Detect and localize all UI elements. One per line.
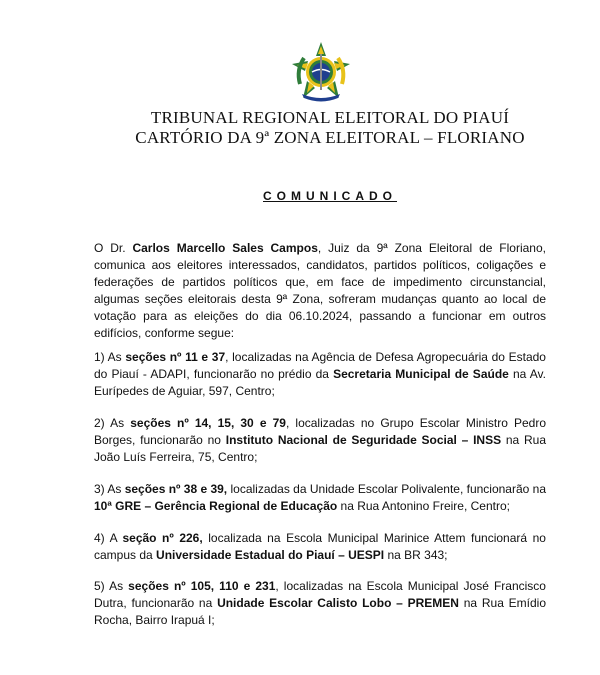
list-item: 5) As seções nº 105, 110 e 231, localizadas na Escola Municipal José Francisco Dutra, funcionarão na Unidade Escolar Calisto Lobo – PREMEN na Rua Emídio Rocha, Bairro Irapuá I; — [94, 579, 546, 627]
coat-of-arms-emblem — [288, 40, 354, 106]
list-item: 2) As seções nº 14, 15, 30 e 79, localizadas no Grupo Escolar Ministro Pedro Borges, funcionarão no Instituto Nacional de Seguridade Social – INSS na Rua João Luís Ferreira, 75, Centro; — [94, 416, 547, 464]
judge-name: Carlos Marcello Sales Campos — [132, 241, 318, 255]
list-item: 1) As seções nº 11 e 37, localizadas na Agência de Defesa Agropecuária do Estado do Piauí - ADAPI, funcionarão no prédio da Secretaria Municipal de Saúde na Av. Eurípedes de Aguiar, 597, Centro; — [94, 350, 546, 398]
document-title: COMUNICADO — [263, 189, 397, 203]
intro-paragraph: O Dr. Carlos Marcello Sales Campos, Juiz da 9ª Zona Eleitoral de Floriano, comunica aos eleitores interessados, candidatos, partidos políticos, coligações e federações de partidos políticos que, em face de impedimento circunstancial, algumas seções eleitorais desta 9ª Zona, sofreram mudanças quanto ao local de votação para as eleições do dia 06.10.2024, passando a funcionar em outros edifícios, conforme segue: — [94, 241, 546, 340]
list-item: 4) A seção nº 226, localizada na Escola Municipal Marinice Attem funcionará no campus da Universidade Estadual do Piauí – UESPI na BR 343; — [94, 531, 546, 562]
list-item: 3) As seções nº 38 e 39, localizadas da Unidade Escolar Polivalente, funcionarão na 10ª GRE – Gerência Regional de Educação na Rua Antonino Freire, Centro; — [94, 482, 547, 513]
court-name: TRIBUNAL REGIONAL ELEITORAL DO PIAUÍ — [150, 108, 510, 127]
registry-name: CARTÓRIO DA 9ª ZONA ELEITORAL – FLORIANO — [135, 128, 525, 147]
